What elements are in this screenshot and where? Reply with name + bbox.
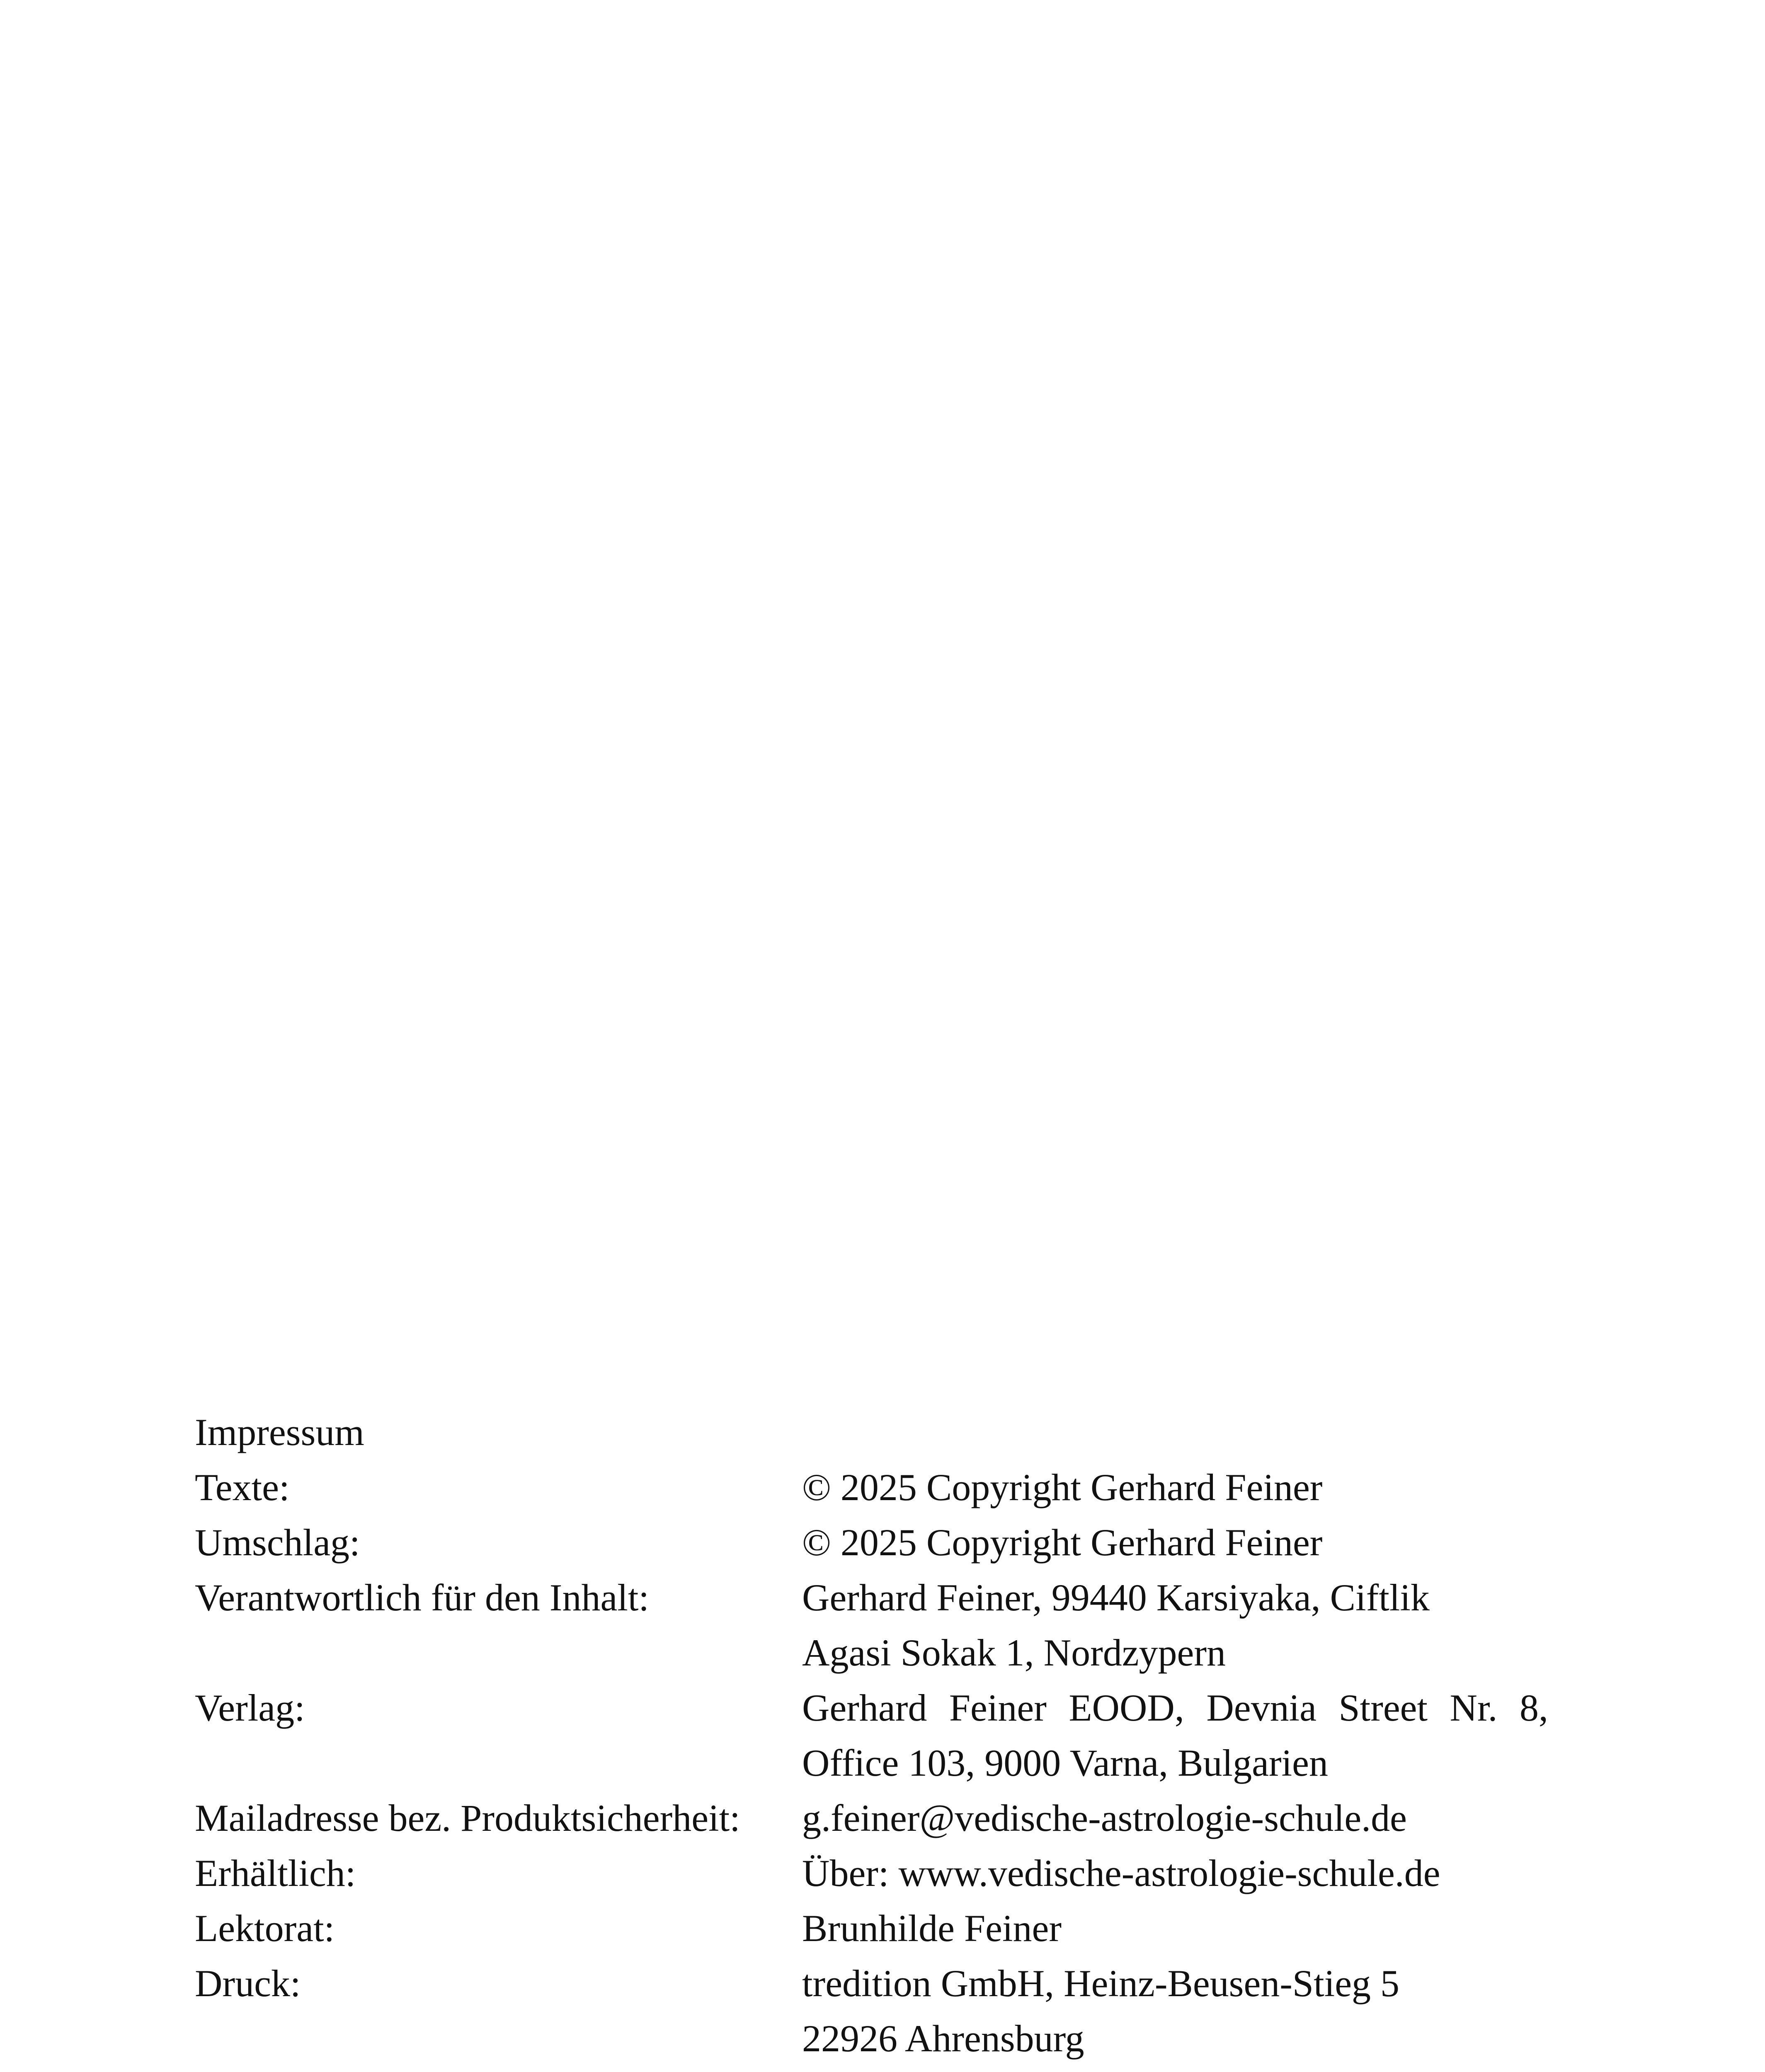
entry-label: Lektorat:	[195, 1907, 335, 1949]
entry-value	[802, 1570, 1575, 1680]
entry-value-line: © 2025 Copyright Gerhard Feiner	[802, 1466, 1323, 1508]
imprint-entry-texts	[195, 1460, 1575, 1515]
imprint-entry-cover	[195, 1515, 1575, 1570]
entry-value	[802, 2066, 1575, 2072]
entry-value-line: Gerhard Feiner, 99440 Karsiyaka, Ciftlik	[802, 1576, 1430, 1619]
isbn-value	[802, 2066, 1575, 2072]
imprint-heading: Impressum	[195, 1411, 364, 1453]
imprint-entry-editing	[195, 1901, 1575, 1956]
entry-label: Verantwortlich für den Inhalt:	[195, 1576, 649, 1619]
entry-value-line: Agasi Sokak 1, Nordzypern	[802, 1631, 1226, 1674]
entry-value	[802, 1680, 1575, 1791]
entry-value-line: © 2025 Copyright Gerhard Feiner	[802, 1521, 1323, 1564]
imprint-entry-available	[195, 1846, 1575, 1901]
website-text: Über: www.vedische-astrologie-schule.de	[802, 1852, 1440, 1894]
imprint-entry-printing	[195, 1956, 1575, 2066]
imprint-entry-product-safety-email	[195, 1791, 1575, 1846]
entry-value-line: tredition GmbH, Heinz-Beusen-Stieg 5	[802, 1962, 1400, 2004]
entry-value	[802, 1791, 1575, 1846]
entry-label: Druck:	[195, 1962, 301, 2004]
entry-label: Umschlag:	[195, 1521, 360, 1564]
entry-label: Erhältlich:	[195, 1852, 356, 1894]
entry-label: Verlag:	[195, 1687, 305, 1729]
entry-value	[802, 1901, 1575, 1956]
entry-value-line: Brunhilde Feiner	[802, 1907, 1062, 1949]
entry-value	[802, 1460, 1575, 1515]
entry-value	[802, 1956, 1575, 2066]
imprint-entry-publisher	[195, 1680, 1575, 1791]
entry-value	[802, 1515, 1575, 1570]
entry-value	[802, 1846, 1575, 1901]
entry-value-line: 22926 Ahrensburg	[802, 2017, 1084, 2060]
entry-label	[195, 2066, 802, 2072]
imprint-entry-isbn	[195, 2066, 1575, 2072]
entry-label: Texte:	[195, 1466, 290, 1508]
entry-value-line: Gerhard Feiner EOOD, Devnia Street Nr. 8,	[802, 1687, 1548, 1729]
entry-value-line: Office 103, 9000 Varna, Bulgarien	[802, 1742, 1328, 1784]
imprint-entry-responsible	[195, 1570, 1575, 1680]
imprint-section	[195, 1405, 1575, 2072]
entry-label: Mailadresse bez. Produktsicherheit:	[195, 1797, 740, 1839]
email-address: g.feiner@vedische-astrologie-schule.de	[802, 1797, 1407, 1839]
